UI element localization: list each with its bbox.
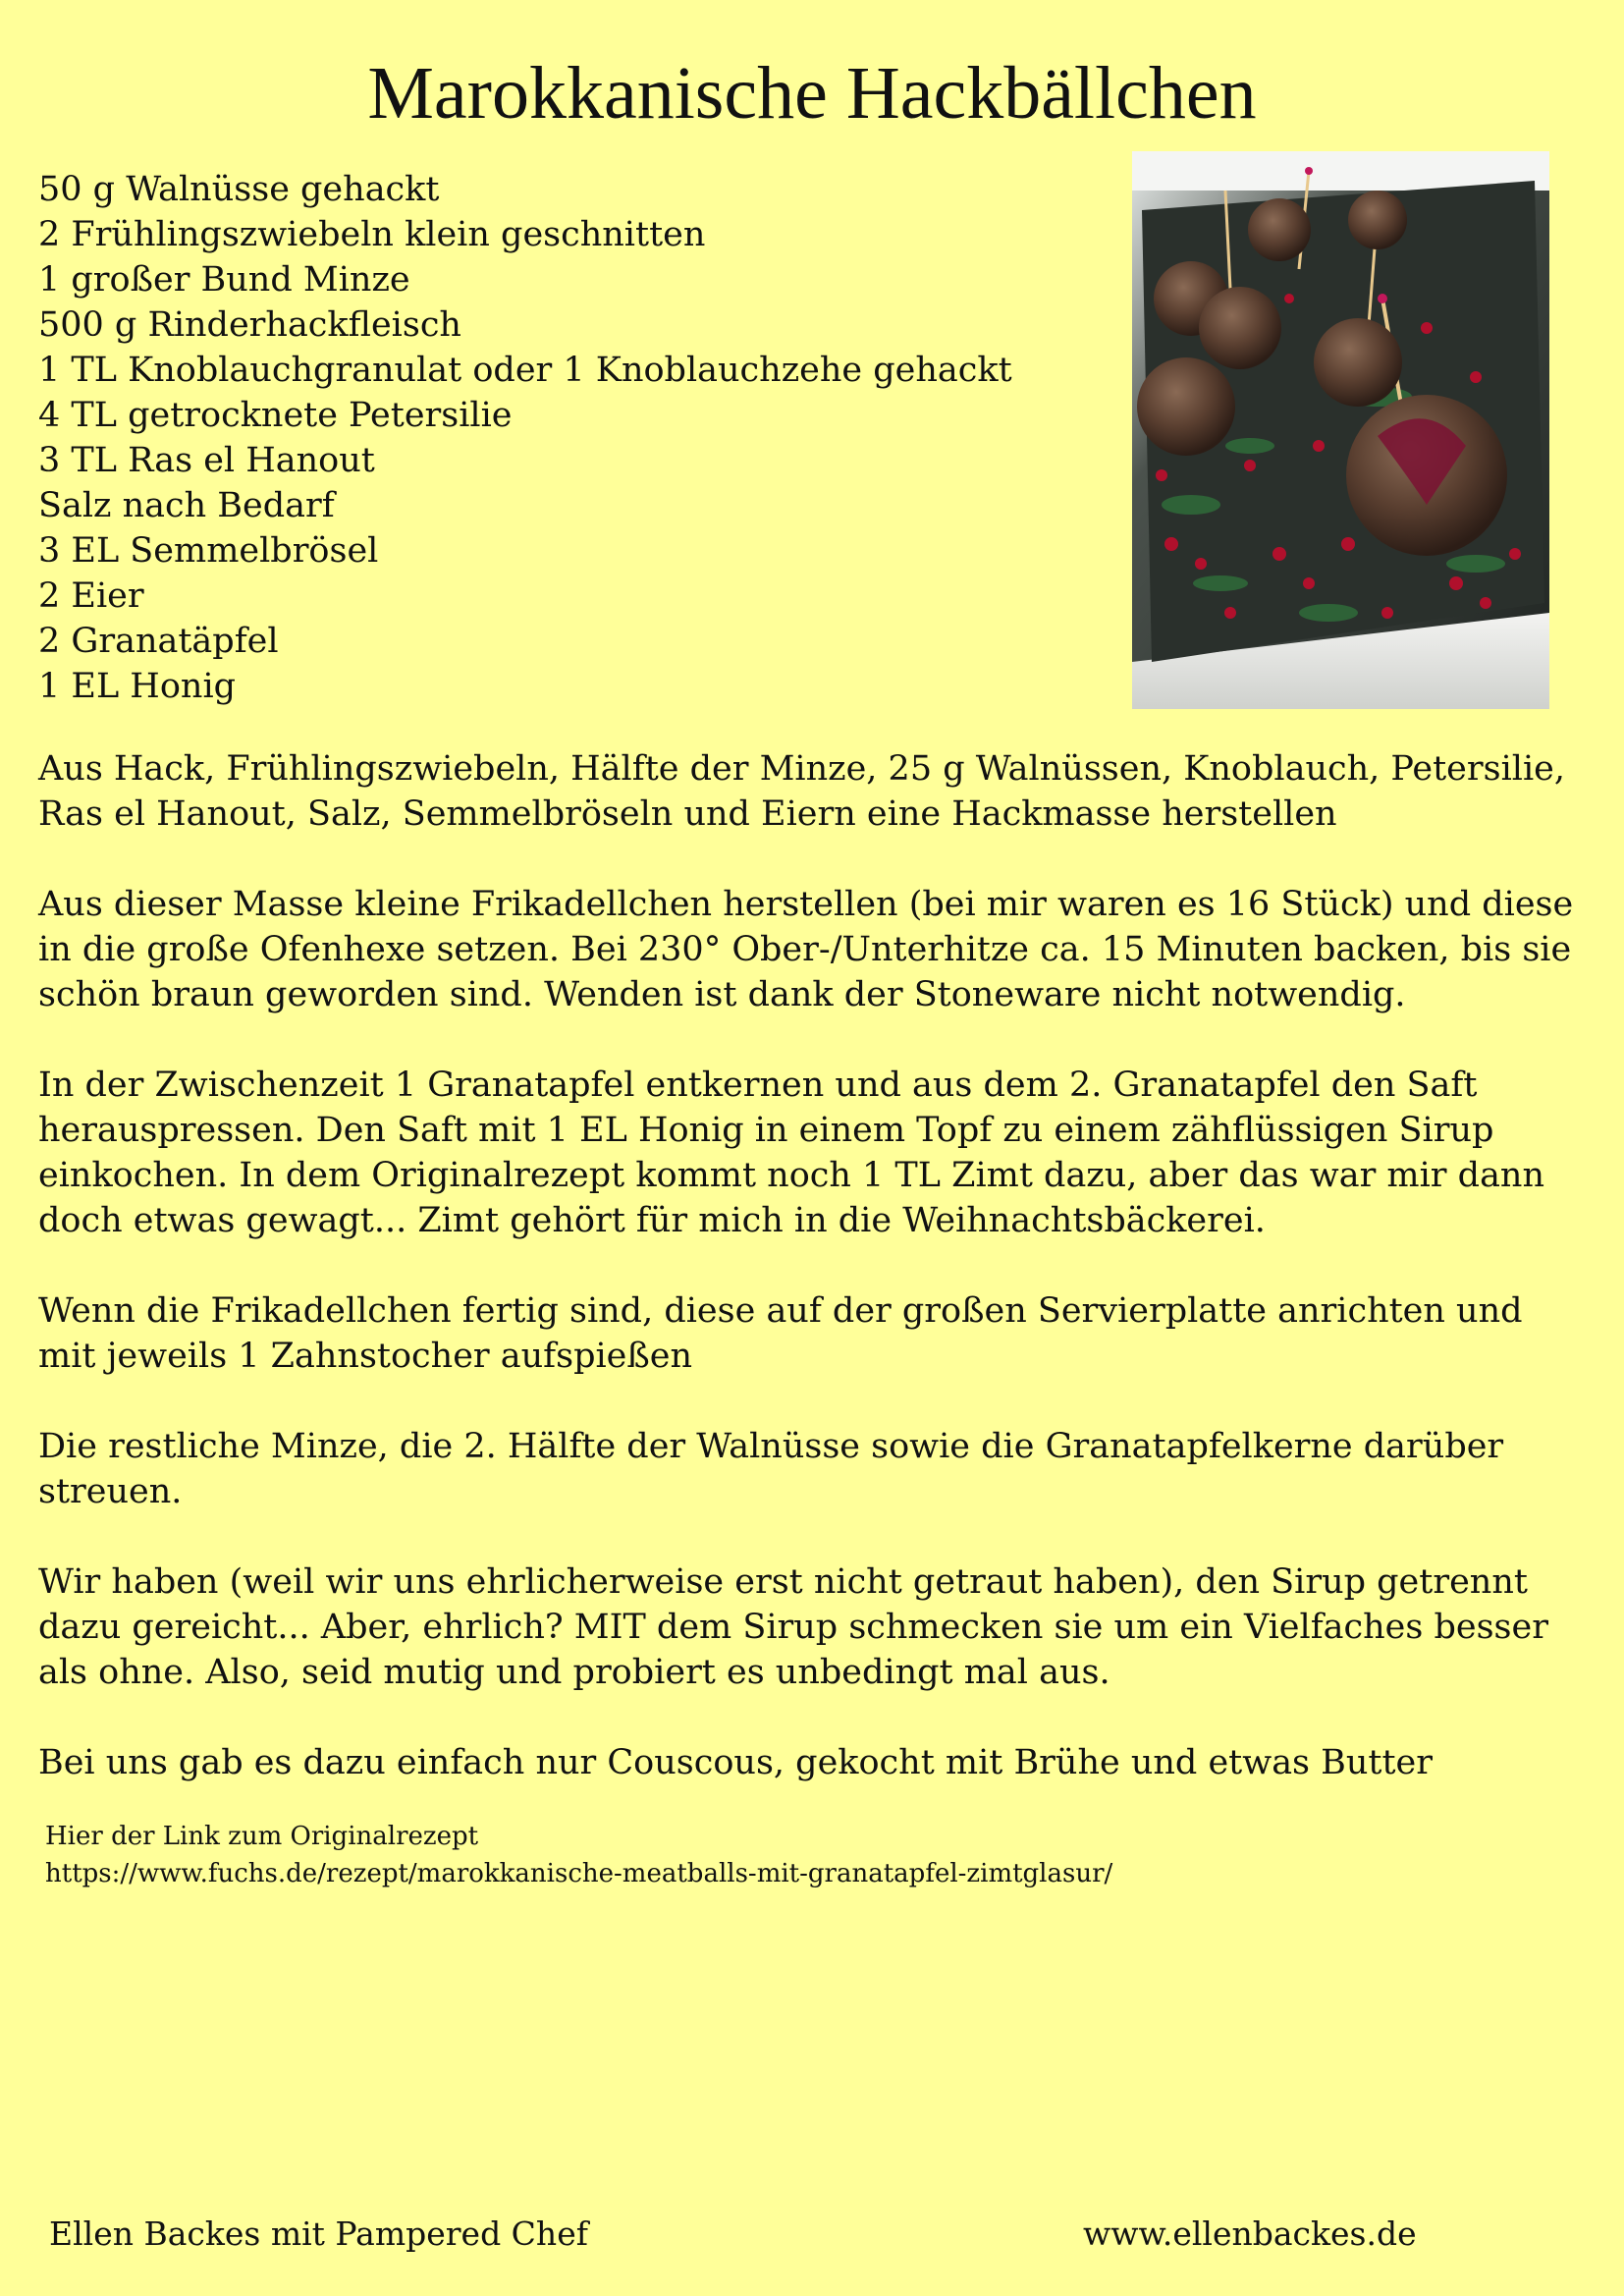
footer-website-link[interactable]: www.ellenbackes.de <box>1083 2214 1417 2253</box>
source-label: Hier der Link zum Originalrezept <box>45 1822 479 1851</box>
page-title: Marokkanische Hackbällchen <box>367 52 1257 135</box>
instruction-paragraph: Aus Hack, Frühlingszwiebeln, Hälfte der Minze, 25 g Walnüssen, Knoblauch, Petersilie, Ras el Hanout, Salz, Semmelbröseln und Eiern eine Hackmasse herstellen <box>38 749 1565 834</box>
ingredient-item: 1 TL Knoblauchgranulat oder 1 Knoblauchzehe gehackt <box>38 351 1012 390</box>
instruction-paragraph: In der Zwischenzeit 1 Granatapfel entkernen und aus dem 2. Granatapfel den Saft herauspressen. Den Saft mit 1 EL Honig in einem Topf zu einem zähflüssigen Sirup einkochen. In dem Originalrezept kommt noch 1 TL Zimt dazu, aber das war mir dann doch etwas gewagt... Zimt gehört für mich in die Weihnachtsbäckerei. <box>38 1066 1545 1240</box>
ingredient-item: 3 TL Ras el Hanout <box>38 441 375 480</box>
ingredient-list <box>38 167 1118 709</box>
meatballs-photo <box>1132 151 1549 709</box>
footer-author: Ellen Backes mit Pampered Chef <box>49 2214 588 2253</box>
ingredient-item: 2 Frühlingszwiebeln klein geschnitten <box>38 215 706 254</box>
ingredient-item: 2 Granatäpfel <box>38 622 279 661</box>
ingredient-item: 4 TL getrocknete Petersilie <box>38 396 513 435</box>
ingredient-item: 2 Eier <box>38 576 144 616</box>
instruction-paragraph: Wenn die Frikadellchen fertig sind, diese auf der großen Servierplatte anrichten und mit jeweils 1 Zahnstocher aufspießen <box>38 1291 1523 1376</box>
instructions <box>38 746 1590 1831</box>
source-block <box>45 1818 1577 1892</box>
ingredient-item: 3 EL Semmelbrösel <box>38 531 379 571</box>
ingredient-item: 1 EL Honig <box>38 667 237 706</box>
instruction-paragraph: Aus dieser Masse kleine Frikadellchen herstellen (bei mir waren es 16 Stück) und diese in die große Ofenhexe setzen. Bei 230° Ober-/Unterhitze ca. 15 Minuten backen, bis sie schön braun geworden sind. Wenden ist dank der Stoneware nicht notwendig. <box>38 885 1574 1014</box>
ingredient-item: 50 g Walnüsse gehackt <box>38 170 440 209</box>
ingredient-item: 1 großer Bund Minze <box>38 260 410 300</box>
meatballs-photo-illustration <box>1132 151 1549 709</box>
source-link[interactable]: https://www.fuchs.de/rezept/marokkanische-meatballs-mit-granatapfel-zimtglasur/ <box>45 1859 1113 1888</box>
instruction-paragraph: Wir haben (weil wir uns ehrlicherweise erst nicht getraut haben), den Sirup getrennt dazu gereicht... Aber, ehrlich? MIT dem Sirup schmecken sie um ein Vielfaches besser als ohne. Also, seid mutig und probiert es unbedingt mal aus. <box>38 1562 1548 1692</box>
ingredient-item: 500 g Rinderhackfleisch <box>38 305 461 345</box>
instruction-paragraph: Bei uns gab es dazu einfach nur Couscous, gekocht mit Brühe und etwas Butter <box>38 1743 1433 1782</box>
ingredient-item: Salz nach Bedarf <box>38 486 335 525</box>
instruction-paragraph: Die restliche Minze, die 2. Hälfte der Walnüsse sowie die Granatapfelkerne darüber streuen. <box>38 1427 1504 1511</box>
